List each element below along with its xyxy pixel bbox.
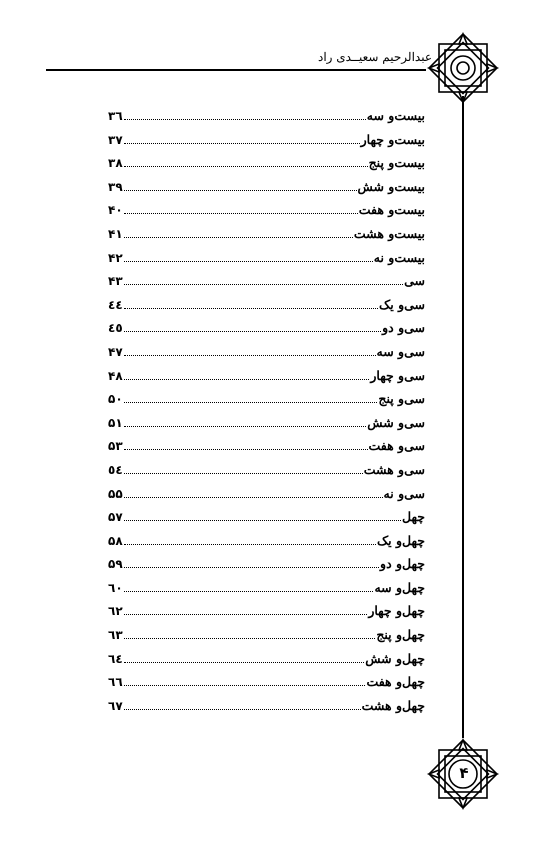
toc-entry-page: ٦۲ (108, 604, 123, 619)
toc-entry (108, 415, 425, 439)
toc-entry-label: چهل‌و دو (380, 556, 425, 572)
toc-dot-leader (124, 709, 361, 710)
toc-dot-leader (124, 497, 383, 498)
toc-entry-label: چهل‌و یک (376, 532, 425, 548)
toc-entry-label: بیست‌و پنج (368, 155, 425, 171)
toc-dot-leader (124, 190, 357, 191)
toc-entry (108, 202, 425, 226)
toc-entry (108, 344, 425, 368)
toc-entry-page: ٤٤ (108, 297, 123, 312)
toc-entry-label: چهل‌و سه (374, 579, 425, 595)
toc-entry-label: سی‌و هفت (368, 438, 425, 454)
toc-entry-label: چهل‌و هشت (361, 697, 425, 713)
toc-entry-page: ٦٦ (108, 675, 123, 690)
top-ornament-icon (425, 30, 501, 106)
page-number: ۴ (459, 764, 469, 782)
toc-entry (108, 462, 425, 486)
toc-entry-label: سی‌و یک (379, 296, 425, 312)
toc-entry-page: ۵۷ (108, 510, 123, 525)
toc-entry-page: ۴۸ (108, 368, 123, 383)
toc-entry-label: سی‌و شش (367, 414, 425, 430)
toc-entry (108, 226, 425, 250)
toc-dot-leader (124, 638, 376, 639)
toc-dot-leader (124, 213, 358, 214)
toc-dot-leader (124, 520, 401, 521)
toc-dot-leader (124, 591, 374, 592)
toc-dot-leader (124, 544, 376, 545)
toc-entry-page: ۵۳ (108, 439, 123, 454)
vertical-rule (462, 96, 464, 738)
toc-entry (108, 651, 425, 675)
toc-dot-leader (124, 331, 381, 332)
header-author: عبدالرحیم سعیــدی راد (317, 50, 432, 64)
toc-entry (108, 438, 425, 462)
toc-dot-leader (124, 685, 366, 686)
toc-dot-leader (124, 567, 379, 568)
toc-entry-label: سی‌و دو (382, 320, 425, 336)
toc-entry-label: چهل‌و هفت (366, 674, 425, 690)
toc-entry-page: ۵۵ (108, 486, 123, 501)
toc-dot-leader (124, 284, 403, 285)
toc-entry-label: بیست‌و نه (373, 249, 425, 265)
toc-entry-label: چهل‌و پنج (376, 627, 425, 643)
toc-entry (108, 132, 425, 156)
toc-entry-page: ۵۸ (108, 533, 123, 548)
toc-entry-label: سی‌و نه (383, 485, 425, 501)
toc-entry-page: ۵۰ (108, 392, 123, 407)
toc-entry (108, 391, 425, 415)
table-of-contents (108, 108, 425, 721)
toc-entry-label: بیست‌و هشت (353, 225, 425, 241)
toc-entry-page: ۵۹ (108, 557, 123, 572)
toc-entry-label: سی (404, 273, 425, 289)
toc-entry (108, 509, 425, 533)
toc-dot-leader (124, 662, 365, 663)
toc-entry-page: ٥٤ (108, 462, 123, 477)
toc-entry-page: ٦۳ (108, 628, 123, 643)
toc-dot-leader (124, 237, 353, 238)
toc-entry-page: ۴۳ (108, 274, 123, 289)
toc-entry (108, 273, 425, 297)
toc-entry (108, 533, 425, 557)
toc-entry-page: ٤٥ (108, 321, 123, 336)
toc-dot-leader (124, 119, 366, 120)
toc-entry-page: ۵۱ (108, 415, 123, 430)
toc-dot-leader (124, 379, 370, 380)
toc-entry (108, 556, 425, 580)
toc-dot-leader (124, 355, 376, 356)
toc-dot-leader (124, 426, 367, 427)
toc-entry-page: ٦٤ (108, 651, 123, 666)
toc-entry (108, 603, 425, 627)
toc-dot-leader (124, 614, 368, 615)
toc-entry-label: بیست‌و شش (357, 178, 425, 194)
toc-dot-leader (124, 449, 368, 450)
toc-entry-label: بیست‌و سه (366, 108, 425, 123)
toc-entry-label: سی‌و پنج (378, 391, 425, 407)
toc-entry-page: ٦۷ (108, 698, 123, 713)
toc-entry (108, 155, 425, 179)
toc-entry (108, 698, 425, 722)
toc-entry-page: ۴۰ (108, 203, 123, 218)
toc-entry-label: چهل‌و چهار (368, 603, 425, 619)
toc-entry (108, 297, 425, 321)
toc-dot-leader (124, 143, 360, 144)
toc-entry-page: ۳۷ (108, 132, 123, 147)
toc-entry-page: ۳۸ (108, 156, 123, 171)
toc-dot-leader (124, 473, 363, 474)
toc-entry-page: ۴۷ (108, 344, 123, 359)
toc-entry (108, 320, 425, 344)
toc-dot-leader (124, 166, 368, 167)
toc-entry (108, 486, 425, 510)
toc-entry-page: ۳٦ (108, 109, 123, 123)
toc-entry (108, 580, 425, 604)
toc-entry-page: ۳۹ (108, 179, 123, 194)
toc-entry (108, 179, 425, 203)
toc-entry-label: بیست‌و چهار (360, 131, 425, 147)
toc-entry-label: سی‌و هشت (363, 461, 425, 477)
toc-entry-label: چهل‌و شش (365, 650, 425, 666)
toc-entry-label: سی‌و سه (376, 343, 425, 359)
toc-entry-page: ۴۲ (108, 250, 123, 265)
toc-entry-label: چهل (402, 509, 425, 525)
toc-entry-page: ۴۱ (108, 226, 123, 241)
toc-dot-leader (124, 402, 378, 403)
toc-dot-leader (124, 308, 378, 309)
toc-entry (108, 250, 425, 274)
toc-entry-label: بیست‌و هفت (358, 202, 425, 218)
toc-entry (108, 674, 425, 698)
toc-entry (108, 368, 425, 392)
header-rule (46, 69, 426, 71)
toc-entry-page: ٦۰ (108, 580, 123, 595)
toc-entry (108, 627, 425, 651)
toc-dot-leader (124, 261, 373, 262)
toc-entry (108, 108, 425, 132)
toc-entry-label: سی‌و چهار (370, 367, 425, 383)
